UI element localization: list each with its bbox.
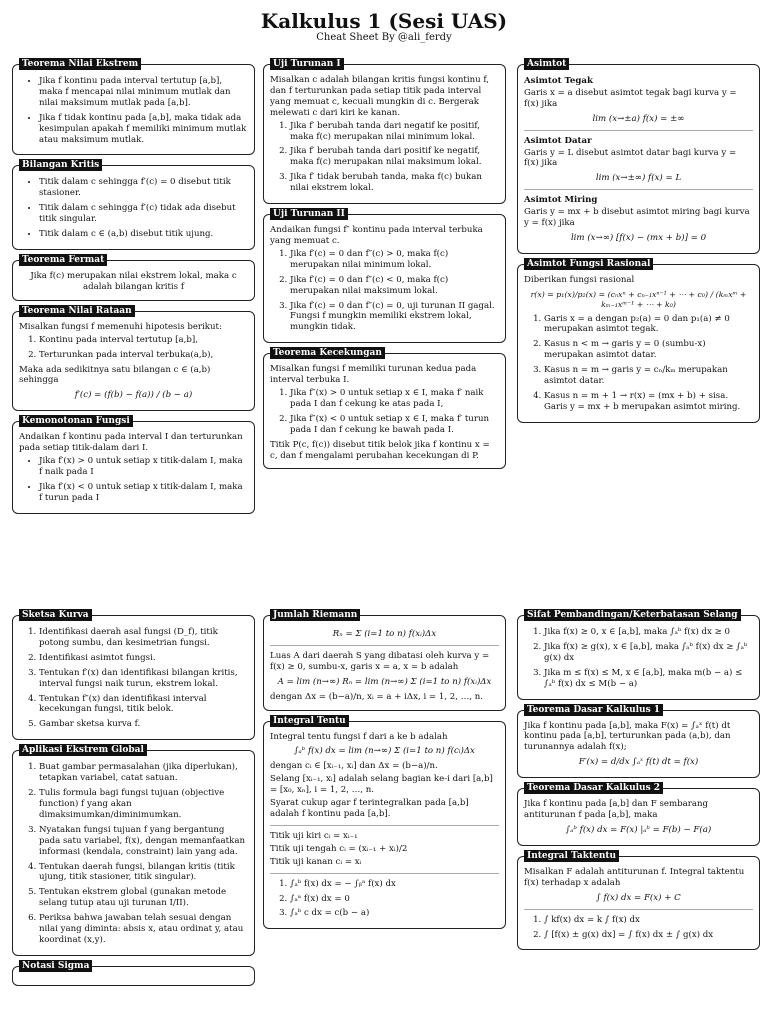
- box-text: Misalkan fungsi f memenuhi hipotesis berikut:: [19, 321, 222, 332]
- box-text: Misalkan fungsi f memiliki turunan kedua pada interval terbuka I.: [270, 364, 477, 386]
- section-heading: Asimtot Tegak: [524, 76, 593, 86]
- box-text: dengan Δx = (b−a)/n, xᵢ = a + iΔx, i = 1, 2, …, n.: [270, 691, 484, 702]
- numbered-list: [19, 762, 248, 946]
- bullet-list: [19, 456, 248, 504]
- list-item: 1. ∫ₐᵇ f(x) dx = − ∫ᵦᵃ f(x) dx: [290, 879, 499, 890]
- list-item: 1. Jika f′(c) = 0 dan f″(c) > 0, maka f(c) merupakan nilai minimum lokal.: [290, 249, 499, 271]
- list-item: 2. ∫ₐᵃ f(x) dx = 0: [290, 894, 499, 905]
- list-item: 4. Tentukan f″(x) dan identifikasi interval kecekungan fungsi, titik belok.: [39, 694, 248, 716]
- box-title: Aplikasi Ekstrem Global: [19, 744, 147, 756]
- list-item: • Titik dalam c sehingga f′(c) tidak ada disebut titik singular.: [39, 203, 248, 225]
- list-item: 3. Jika m ≤ f(x) ≤ M, x ∈ [a,b], maka m(b − a) ≤ ∫ₐᵇ f(x) dx ≤ M(b − a): [544, 668, 753, 690]
- box-teorema-nilai-rataan: [12, 305, 255, 411]
- divider: [270, 645, 499, 646]
- list-item: 2. Identifikasi asimtot fungsi.: [39, 653, 248, 664]
- box-title: Notasi Sigma: [19, 960, 92, 972]
- box-teorema-nilai-ekstrem: [12, 59, 255, 155]
- box-title: Teorema Dasar Kalkulus 2: [524, 782, 663, 794]
- box-asimtot: [517, 59, 760, 254]
- list-item: • Jika f kontinu pada interval tertutup [a,b], maka f mencapai nilai minimum mutlak dan nilai maksimum mutlak pada [a,b].: [39, 76, 248, 109]
- box-sketsa-kurva: [12, 610, 255, 740]
- divider: [524, 189, 753, 190]
- list-item: 3. Jika f′ tidak berubah tanda, maka f(c) bukan nilai ekstrem lokal.: [290, 172, 499, 194]
- box-teorema-dasar-kalkulus-2: [517, 783, 760, 846]
- formula: r(x) = p₁(x)/p₂(x) = (cₙxⁿ + cₙ₋₁xⁿ⁻¹ + ⋯ + c₀) / (kₘxᵐ + kₘ₋₁xᵐ⁻¹ + ⋯ + k₀): [530, 289, 747, 309]
- divider: [524, 130, 753, 131]
- list-item: • Jika f tidak kontinu pada [a,b], maka tidak ada kesimpulan apakah f memiliki minimum mutlak atau maksimum mutlak.: [39, 113, 248, 146]
- box-text: Jika f kontinu pada [a,b] dan F sembarang antiturunan f pada [a,b], maka: [524, 799, 708, 821]
- box-jumlah-riemann: [263, 610, 506, 711]
- box-sifat-pembandingan: [517, 610, 760, 700]
- list-item: 1. Garis x = a dengan p₂(a) = 0 dan p₁(a) ≠ 0 merupakan asimtot tegak.: [544, 314, 753, 336]
- numbered-list: [524, 915, 753, 941]
- box-text: Diberikan fungsi rasional: [524, 274, 635, 285]
- list-item: 4. Tentukan daerah fungsi, bilangan kritis (titik ujung, titik stasioner, titik singular).: [39, 862, 248, 884]
- box-title: Teorema Fermat: [19, 254, 107, 266]
- box-text: Andaikan fungsi f″ kontinu pada interval terbuka yang memuat c.: [270, 225, 483, 246]
- box-text: Garis y = mx + b disebut asimtot miring bagi kurva y = f(x) jika: [524, 207, 750, 229]
- list-item: 4. Kasus n = m + 1 → r(x) = (mx + b) + sisa. Garis y = mx + b merupakan asimtot miring.: [544, 391, 753, 413]
- box-title: Jumlah Riemann: [270, 609, 360, 621]
- list-item: 5. Gambar sketsa kurva f.: [39, 719, 248, 730]
- list-item: 1. Jika f(x) ≥ 0, x ∈ [a,b], maka ∫ₐᵇ f(x) dx ≥ 0: [544, 627, 753, 638]
- formula: f′(c) = (f(b) − f(a)) / (b − a): [74, 390, 193, 401]
- box-text: Misalkan F adalah antiturunan f. Integral taktentu f(x) terhadap x adalah: [524, 866, 745, 888]
- divider: [270, 873, 499, 874]
- list-item: 3. Kasus n = m → garis y = cₙ/kₘ merupakan asimtot datar.: [544, 365, 753, 387]
- formula: F′(x) = d/dx ∫ₐˣ f(t) dt = f(x): [578, 757, 699, 768]
- box-text: Titik uji kiri cᵢ = xᵢ₋₁: [270, 830, 358, 841]
- list-item: 2. Jika f′(c) = 0 dan f″(c) < 0, maka f(c) merupakan nilai maksimum lokal.: [290, 275, 499, 297]
- box-text: Misalkan c adalah bilangan kritis fungsi kontinu f, dan f terturunkan pada setiap titik pada interval yang memuat c, kecuali mungkin di c. Bergerak melewati c dari kiri ke kanan.: [270, 75, 489, 118]
- column-3-bottom: [517, 610, 760, 960]
- formula: ∫ f(x) dx = F(x) + C: [596, 892, 681, 903]
- box-text: Maka ada sedikitnya satu bilangan c ∈ (a,b) sehingga: [19, 364, 211, 386]
- box-title: Teorema Nilai Rataan: [19, 305, 135, 317]
- list-item: 2. Tulis formula bagi fungsi tujuan (objective function) f yang akan dimaksimumkan/diminimumkan.: [39, 788, 248, 821]
- column-3-top: [517, 59, 760, 433]
- box-title: Teorema Nilai Ekstrem: [19, 58, 141, 70]
- box-title: Sifat Pembandingan/Keterbatasan Selang: [524, 609, 741, 621]
- box-title: Asimtot: [524, 58, 569, 70]
- box-bilangan-kritis: [12, 160, 255, 250]
- box-text: Andaikan f kontinu pada interval I dan terturunkan pada setiap titik-dalam dari I.: [19, 432, 243, 454]
- list-item: 2. Jika f(x) ≥ g(x), x ∈ [a,b], maka ∫ₐᵇ f(x) dx ≥ ∫ₐᵇ g(x) dx: [544, 642, 753, 664]
- box-kemonotonan-fungsi: [12, 416, 255, 513]
- box-asimtot-fungsi-rasional: [517, 258, 760, 423]
- list-item: 3. Jika f′(c) = 0 dan f″(c) = 0, uji turunan II gagal. Fungsi f mungkin memiliki ekstrem lokal, mungkin tidak.: [290, 301, 499, 334]
- numbered-list: [19, 335, 248, 361]
- box-teorema-kecekungan: [263, 348, 506, 469]
- column-2-top: [263, 59, 506, 479]
- list-item: 1. Kontinu pada interval tertutup [a,b],: [39, 335, 248, 346]
- column-2-bottom: [263, 610, 506, 939]
- numbered-list: [270, 388, 499, 436]
- column-1-top: [12, 59, 255, 524]
- list-item: • Jika f′(x) < 0 untuk setiap x titik-dalam I, maka f turun pada I: [39, 482, 248, 504]
- formula: lim (x→±∞) f(x) = L: [595, 173, 682, 184]
- box-text: dengan cᵢ ∈ [xᵢ₋₁, xᵢ] dan Δx = (b−a)/n.: [270, 761, 438, 772]
- section-heading: Asimtot Datar: [524, 135, 592, 146]
- box-integral-tentu: [263, 715, 506, 930]
- box-title: Bilangan Kritis: [19, 159, 102, 171]
- bullet-list: [19, 76, 248, 145]
- list-item: 3. Tentukan f′(x) dan identifikasi bilangan kritis, interval fungsi naik turun, ekstrem lokal.: [39, 668, 248, 690]
- box-title: Integral Tentu: [270, 715, 349, 727]
- box-title: Kemonotonan Fungsi: [19, 415, 133, 427]
- box-text: Titik uji tengah cᵢ = (xᵢ₋₁ + xᵢ)/2: [270, 843, 408, 854]
- list-item: • Titik dalam c sehingga f′(c) = 0 disebut titik stasioner.: [39, 177, 248, 199]
- box-integral-taktentu: [517, 850, 760, 951]
- numbered-list: [19, 627, 248, 730]
- box-title: Uji Turunan I: [270, 58, 344, 70]
- divider: [270, 825, 499, 826]
- numbered-list: [270, 121, 499, 194]
- list-item: 2. Terturunkan pada interval terbuka(a,b),: [39, 350, 248, 361]
- box-text: Titik P(c, f(c)) disebut titik belok jika f kontinu x = c, dan f mengalami perubahan kecekungan di P.: [270, 439, 490, 461]
- box-teorema-fermat: [12, 254, 255, 301]
- page-title: Kalkulus 1 (Sesi UAS): [260, 9, 508, 33]
- box-text: Garis x = a disebut asimtot tegak bagi kurva y = f(x) jika: [524, 87, 737, 109]
- bullet-list: [19, 177, 248, 240]
- box-text: Titik uji kanan cᵢ = xᵢ: [270, 856, 362, 867]
- numbered-list: [524, 314, 753, 413]
- box-text: Syarat cukup agar f terintegralkan pada [a,b] adalah f kontinu pada [a,b].: [270, 798, 469, 819]
- box-aplikasi-ekstrem-global: [12, 745, 255, 956]
- box-text: Jika f kontinu pada [a,b], maka F(x) = ∫ₐˣ f(t) dt kontinu pada [a,b], terturunkan pada (a,b), dan turunannya adalah f(x);: [524, 720, 731, 753]
- box-uji-turunan-2: [263, 209, 506, 343]
- list-item: • Titik dalam c ∈ (a,b) disebut titik ujung.: [39, 229, 248, 240]
- box-title: Asimtot Fungsi Rasional: [524, 258, 653, 270]
- divider: [524, 909, 753, 910]
- list-item: • Jika f′(x) > 0 untuk setiap x titik-dalam I, maka f naik pada I: [39, 456, 248, 478]
- list-item: 1. ∫ kf(x) dx = k ∫ f(x) dx: [544, 915, 753, 926]
- section-heading: Asimtot Miring: [524, 195, 598, 206]
- formula: Rₙ = Σ (i=1 to n) f(xᵢ)Δx: [332, 629, 437, 639]
- formula: lim (x→∞) [f(x) − (mx + b)] = 0: [570, 232, 707, 243]
- list-item: 1. Identifikasi daerah asal fungsi (D_f), titik potong sumbu, dan kesimetrian fungsi.: [39, 627, 248, 649]
- formula: ∫ₐᵇ f(x) dx = lim (n→∞) Σ (i=1 to n) f(cᵢ)Δx: [294, 746, 475, 757]
- box-title: Teorema Kecekungan: [270, 347, 385, 359]
- box-notasi-sigma: [12, 960, 255, 986]
- box-teorema-dasar-kalkulus-1: [517, 704, 760, 779]
- list-item: 5. Tentukan ekstrem global (gunakan metode selang tutup atau uji turunan I/II).: [39, 887, 248, 909]
- list-item: 3. ∫ₐᵇ c dx = c(b − a): [290, 908, 499, 919]
- list-item: 2. Kasus n < m → garis y = 0 (sumbu-x) merupakan asimtot datar.: [544, 339, 753, 361]
- box-text: Garis y = L disebut asimtot datar bagi kurva y = f(x) jika: [524, 147, 737, 169]
- list-item: 1. Jika f″(x) > 0 untuk setiap x ∈ I, maka f′ naik pada I dan f cekung ke atas pada I,: [290, 388, 499, 410]
- numbered-list: [270, 879, 499, 920]
- list-item: 2. Jika f″(x) < 0 untuk setiap x ∈ I, maka f′ turun pada I dan f cekung ke bawah pada I.: [290, 414, 499, 436]
- box-uji-turunan-1: [263, 59, 506, 204]
- formula: ∫ₐᵇ f(x) dx = F(x) |ₐᵇ = F(b) − F(a): [565, 824, 712, 835]
- box-title: Uji Turunan II: [270, 208, 348, 220]
- numbered-list: [524, 627, 753, 690]
- page-subtitle: Cheat Sheet By @ali_ferdy: [316, 32, 452, 43]
- list-item: 2. Jika f′ berubah tanda dari positif ke negatif, maka f(c) merupakan nilai maksimum lokal.: [290, 146, 499, 168]
- box-title: Integral Taktentu: [524, 850, 619, 862]
- list-item: 3. Nyatakan fungsi tujuan f yang bergantung pada satu variabel, f(x), dengan memanfaatkan informasi (kendala, constraint) lain yang ada.: [39, 825, 248, 858]
- formula: A = lim (n→∞) Rₙ = lim (n→∞) Σ (i=1 to n) f(xᵢ)Δx: [277, 676, 492, 687]
- column-1-bottom: [12, 610, 255, 996]
- list-item: 6. Periksa bahwa jawaban telah sesuai dengan nilai yang diminta: absis x, atau ordinat y, atau koordinat (x,y).: [39, 913, 248, 946]
- numbered-list: [270, 249, 499, 333]
- box-text: Luas A dari daerah S yang dibatasi oleh kurva y = f(x) ≥ 0, sumbu-x, garis x = a, x = b adalah: [270, 650, 490, 672]
- box-text: Integral tentu fungsi f dari a ke b adalah: [270, 731, 448, 742]
- list-item: 1. Jika f′ berubah tanda dari negatif ke positif, maka f(c) merupakan nilai minimum lokal.: [290, 121, 499, 143]
- box-text: Jika f(c) merupakan nilai ekstrem lokal, maka c adalah bilangan kritis f: [30, 270, 237, 292]
- list-item: 1. Buat gambar permasalahan (jika diperlukan), tetapkan variabel, catat satuan.: [39, 762, 248, 784]
- box-title: Teorema Dasar Kalkulus 1: [524, 704, 663, 716]
- formula: lim (x→±a) f(x) = ±∞: [592, 113, 685, 124]
- box-text: Selang [xᵢ₋₁, xᵢ] adalah selang bagian ke-i dari [a,b] = [x₀, xₙ], i = 1, 2, …, n.: [270, 774, 493, 796]
- list-item: 2. ∫ [f(x) ± g(x) dx] = ∫ f(x) dx ± ∫ g(x) dx: [544, 930, 753, 941]
- box-title: Sketsa Kurva: [19, 609, 92, 621]
